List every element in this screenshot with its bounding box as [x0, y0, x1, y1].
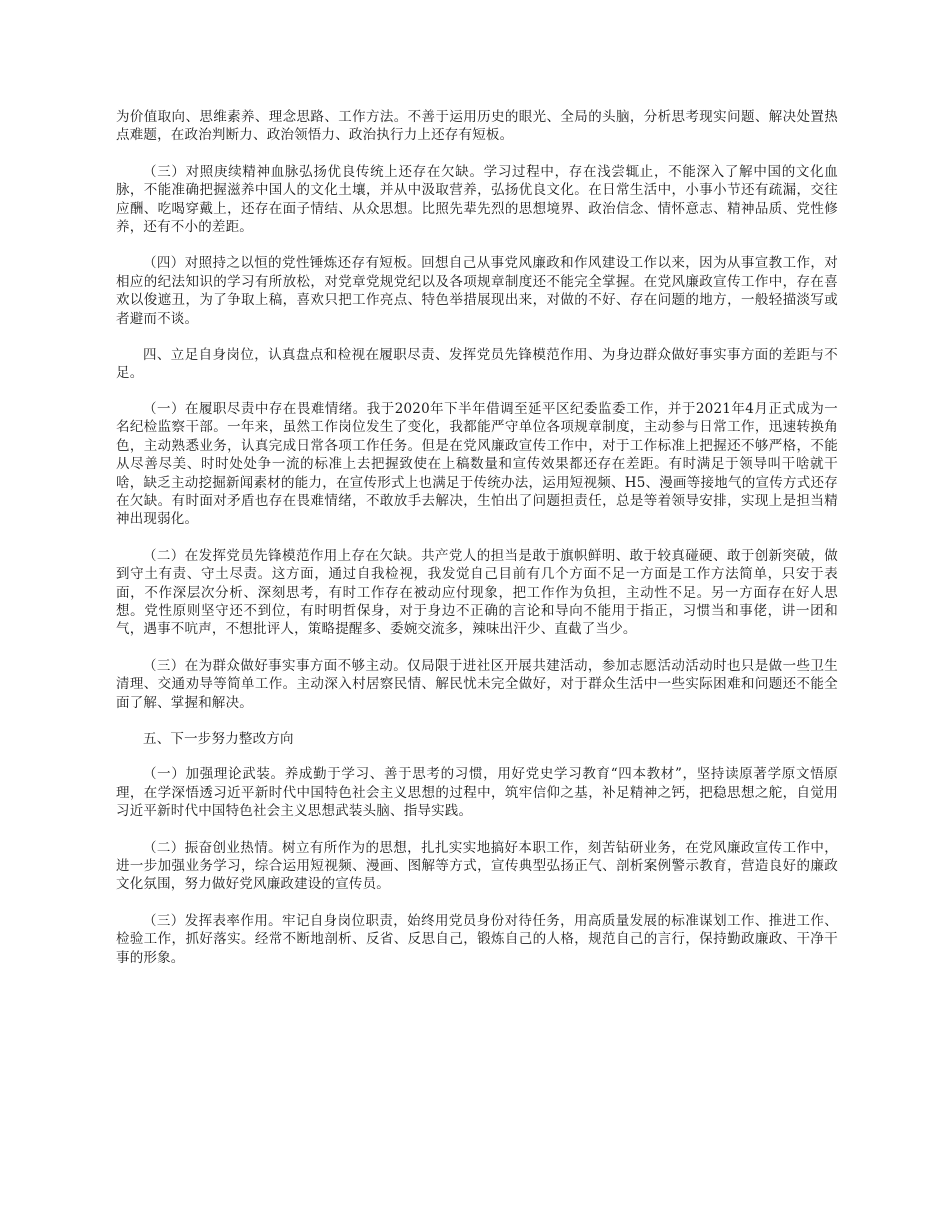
- paragraph-er-enthusiasm: （二）振奋创业热情。树立有所作为的思想，扎扎实实地搞好本职工作，刻苦钻研业务，在党风廉政宣传工作中，进一步加强业务学习，综合运用短视频、漫画、图解等方式，宣传典型弘扬正气、剖析案例警示教育，营造良好的廉政文化氛围，努力做好党风廉政建设的宣传员。: [116, 839, 838, 893]
- section-heading-five: 五、下一步努力整改方向: [143, 730, 294, 747]
- section-heading-four: 四、立足自身岗位，认真盘点和检视在履职尽责、发挥党员先锋模范作用、为身边群众做好事实事方面的差距与不足。: [116, 347, 838, 382]
- paragraph-si-party-spirit: （四）对照持之以恒的党性锤炼还存有短板。回想自己从事党风廉政和作风建设工作以来，因为从事宣教工作，对相应的纪法知识的学习有所放松，对党章党规党纪以及各项规章制度还不能完全掌握。在党风廉政宣传工作中，存在喜欢以俊遮丑，为了争取上稿，喜欢只把工作亮点、特色举措展现出来，对做的不好、存在问题的地方，一般轻描淡写或者避而不谈。: [116, 255, 838, 327]
- paragraph-continuation: 为价值取向、思维素养、理念思路、工作方法。不善于运用历史的眼光、全局的头脑，分析思考现实问题、解决处置热点难题，在政治判断力、政治领悟力、政治执行力上还存有短板。: [116, 109, 838, 144]
- paragraph-yi-duty: （一）在履职尽责中存在畏难情绪。我于2020年下半年借调至延平区纪委监委工作，并于2021年4月正式成为一名纪检监察干部。一年来，虽然工作岗位发生了变化，我都能严守单位各项规章制度，主动参与日常工作，迅速转换角色，主动熟悉业务，认真完成日常各项工作任务。但是在党风廉政宣传工作中，对于工作标准上把握还不够严格，不能从尽善尽美、时时处处争一流的标准上去把握致使在上稿数量和宣传效果都还存在差距。有时满足于领导叫干啥就干啥，缺乏主动挖掘新闻素材的能力，在宣传形式上也满足于传统办法，运用短视频、H5、漫画等接地气的宣传方式还存在欠缺。有时面对矛盾也存在畏难情绪，不敢放手去解决，生怕出了问题担责任，总是等着领导安排，实现上是担当精神出现弱化。: [116, 400, 838, 528]
- paragraph-san-example: （三）发挥表率作用。牢记自身岗位职责，始终用党员身份对待任务，用高质量发展的标准谋划工作、推进工作、检验工作，抓好落实。经常不断地剖析、反省、反思自己，锻炼自己的人格，规范自己的言行，保持勤政廉政、干净干事的形象。: [116, 912, 838, 966]
- paragraph-san-heritage: （三）对照庚续精神血脉弘扬优良传统上还存在欠缺。学习过程中，存在浅尝辄止，不能深入了解中国的文化血脉，不能准确把握滋养中国人的文化土壤，并从中汲取营养，弘扬优良文化。在日常生活中，小事小节还有疏漏，交往应酬、吃喝穿戴上，还存在面子情结、从众思想。比照先辈先烈的思想境界、政治信念、情怀意志、精神品质、党性修养，还有不小的差距。: [116, 163, 838, 236]
- paragraph-er-vanguard: （二）在发挥党员先锋模范作用上存在欠缺。共产党人的担当是敢于旗帜鲜明、敢于较真碰硬、敢于创新突破，做到守土有责、守土尽责。这方面，通过自我检视，我发觉自己目前有几个方面不足一方面是工作方法简单，只安于表面，不作深层次分析、深刻思考，有时工作存在被动应付现象，把工作作为负担，主动性不足。另一方面存在好人思想。党性原则坚守还不到位，有时明哲保身，对于身边不正确的言论和导向不能用于指正，习惯当和事佬，讲一团和气，遇事不吭声，不想批评人，策略提醒多、委婉交流多，辣味出汗少、直截了当少。: [116, 547, 838, 638]
- document-body: [116, 108, 838, 985]
- paragraph-yi-theory: （一）加强理论武装。养成勤于学习、善于思考的习惯，用好党史学习教育“四本教材”，坚持读原著学原文悟原理，在学深悟透习近平新时代中国特色社会主义思想的过程中，筑牢信仰之基，补足精神之钙，把稳思想之舵，自觉用习近平新时代中国特色社会主义思想武装头脑、指导实践。: [116, 766, 838, 820]
- paragraph-san-masses: （三）在为群众做好事实事方面不够主动。仅局限于进社区开展共建活动，参加志愿活动活动时也只是做一些卫生清理、交通劝导等简单工作。主动深入村居察民情、解民忧未完全做好，对于群众生活中一些实际困难和问题还不能全面了解、掌握和解决。: [116, 657, 838, 711]
